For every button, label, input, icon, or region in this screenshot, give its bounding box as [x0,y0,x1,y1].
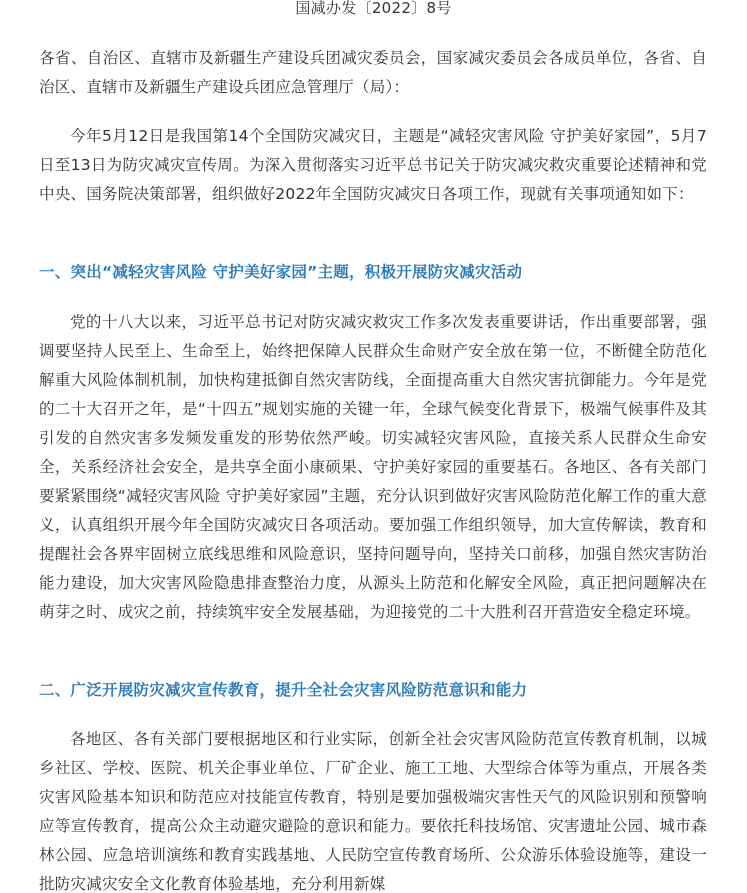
section-2-paragraph: 各地区、各有关部门要根据地区和行业实际，创新全社会灾害风险防范宣传教育机制，以城乡社区、学校、医院、机关企事业单位、厂矿企业、施工工地、大型综合体等为重点，开展各类灾害风险基本知识和防范应对技能宣传教育，特别是要加强极端灾害性天气的风险识别和预警响应等宣传教育，提高公众主动避灾避险的意识和能力。要依托科技场馆、灾害遗址公园、城市森林公园、应急培训演练和教育实践基地、人民防空宣传教育场所、公众游乐体验设施等，建设一批防灾减灾安全文化教育体验基地，充分利用新媒 [39,730,707,893]
section-1-heading: 一、突出“减轻灾害风险 守护美好家园”主题，积极开展防灾减灾活动 [39,263,523,281]
section-2-heading: 二、广泛开展防灾减灾宣传教育，提升全社会灾害风险防范意识和能力 [39,681,528,699]
intro-paragraph: 今年5月12日是我国第14个全国防灾减灾日，主题是“减轻灾害风险 守护美好家园”，5月7日至13日为防灾减灾宣传周。为深入贯彻落实习近平总书记关于防灾减灾救灾重要论述精神和党中央、国务院决策部署，组织做好2022年全国防灾减灾日各项工作，现就有关事项通知如下： [39,127,707,203]
document-number: 国减办发〔2022〕8号 [295,0,452,17]
salutation-paragraph: 各省、自治区、直辖市及新疆生产建设兵团减灾委员会，国家减灾委员会各成员单位，各省、自治区、直辖市及新疆生产建设兵团应急管理厅（局）： [39,49,707,96]
section-1-paragraph: 党的十八大以来，习近平总书记对防灾减灾救灾工作多次发表重要讲话，作出重要部署，强调要坚持人民至上、生命至上，始终把保障人民群众生命财产安全放在第一位，不断健全防范化解重大风险体制机制，加快构建抵御自然灾害防线，全面提高重大自然灾害抗御能力。今年是党的二十大召开之年，是“十四五”规划实施的关键一年，全球气候变化背景下，极端气候事件及其引发的自然灾害多发频发重发的形势依然严峻。切实减轻灾害风险，直接关系人民群众生命安全，关系经济社会安全，是共享全面小康硕果、守护美好家园的重要基石。各地区、各有关部门要紧紧围绕“减轻灾害风险 守护美好家园”主题，充分认识到做好灾害风险防范化解工作的重大意义，认真组织开展今年全国防灾减灾日各项活动。要加强工作组织领导，加大宣传解读，教育和提醒社会各界牢固树立底线思维和风险意识，坚持问题导向，坚持关口前移，加强自然灾害防治能力建设，加大灾害风险隐患排查整治力度，从源头上防范和化解安全风险，真正把问题解决在萌芽之时、成灾之前，持续筑牢安全发展基础，为迎接党的二十大胜利召开营造安全稳定环境。 [39,313,707,621]
